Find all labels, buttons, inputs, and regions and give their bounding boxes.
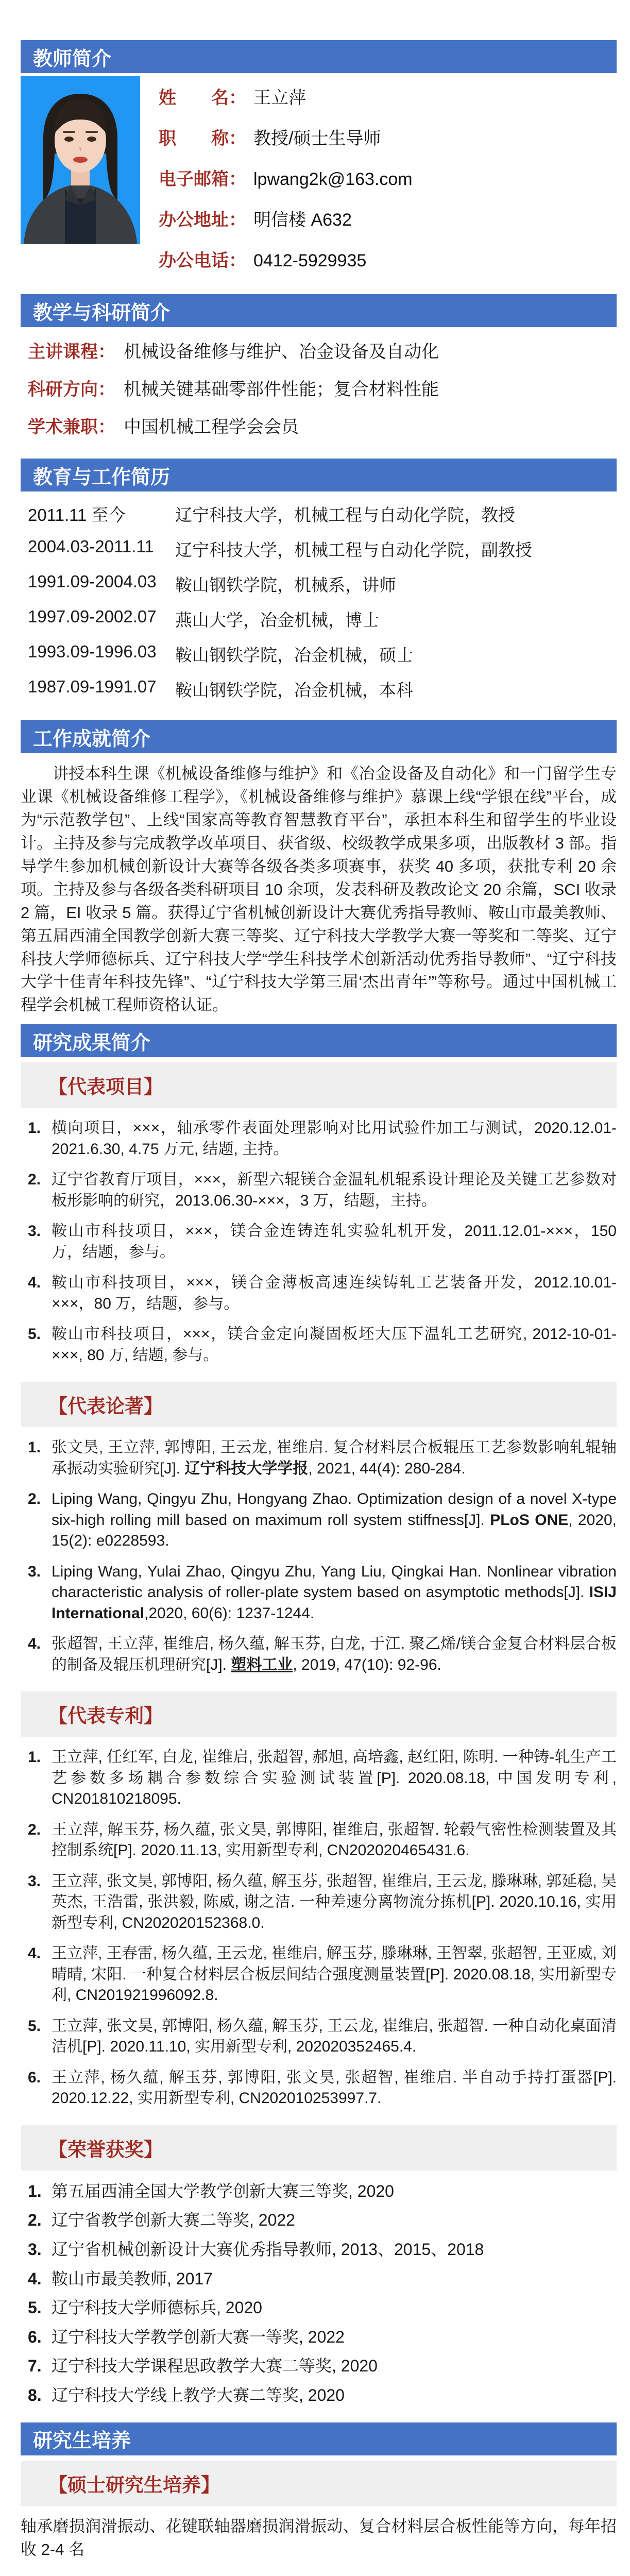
list-item bbox=[28, 1871, 617, 1934]
profile-photo bbox=[21, 76, 140, 244]
item-number: 2. bbox=[28, 1821, 41, 1838]
item-text: 王立萍, 张文昊, 郭博阳, 杨久蕴, 解玉芬, 张超智, 崔维启, 王云龙, 滕琳琳, 郭延稳, 吴英杰, 王浩雷, 张洪毅, 陈威, 谢之洁. 一种差速分离物流分拣机[P]. 2020.10.16, 实用新型专利, CN202020152368.0. bbox=[52, 1872, 617, 1931]
entry-detail: 燕山大学，冶金机械，博士 bbox=[175, 611, 379, 630]
subsection-header-master-training: 【硕士研究生培养】 bbox=[21, 2461, 617, 2506]
education-entry bbox=[28, 502, 617, 526]
honors-list bbox=[21, 2171, 617, 2415]
entry-detail: 鞍山钢铁学院，机械系，讲师 bbox=[175, 575, 396, 595]
teaching-field-row bbox=[28, 375, 617, 400]
field-value: 机械关键基础零部件性能；复合材料性能 bbox=[124, 380, 439, 399]
section-header-education-work: 教育与工作简历 bbox=[21, 459, 617, 492]
item-text: 辽宁科技大学教学创新大赛一等奖, 2022 bbox=[52, 2327, 345, 2346]
list-item bbox=[28, 1489, 617, 1552]
education-entry bbox=[28, 537, 617, 561]
profile-field-row bbox=[159, 165, 413, 190]
field-value: lpwang2k@163.com bbox=[253, 170, 413, 189]
item-number: 4. bbox=[28, 2269, 42, 2288]
list-item bbox=[28, 2327, 617, 2348]
list-item bbox=[28, 2016, 617, 2058]
item-number: 1. bbox=[28, 1439, 41, 1456]
item-number: 3. bbox=[28, 1563, 41, 1580]
subsection-header-patents: 【代表专利】 bbox=[21, 1691, 617, 1737]
item-text: 辽宁省机械创新设计大赛优秀指导教师, 2013、2015、2018 bbox=[52, 2240, 484, 2259]
item-text: Liping Wang, Qingyu Zhu, Hongyang Zhao. Optimization design of a novel X-type six-high rolling mill based on maximum roll system stiffness[J]. PLoS ONE, 2020, 15(2): e0228593. bbox=[52, 1490, 617, 1550]
entry-detail: 辽宁科技大学，机械工程与自动化学院，副教授 bbox=[175, 540, 532, 560]
item-number: 5. bbox=[28, 2017, 41, 2035]
achievements-paragraph: 讲授本科生课《机械设备维修与维护》和《冶金设备及自动化》和一门留学生专业课《机械设备维修工程学》，《机械设备维修与维护》慕课上线“学银在线”平台，成为“示范教学包”、上线“国家高等教育智慧教育平台”，承担本科生和留学生的毕业设计。主持及参与完成教学改革项目、获省级、校级教学成果多项，出版教材 3 部。指导学生参加机械创新设计大赛等各级各类多项赛事，获奖 40 多项，获批专利 20 余项。主持及参与各级各类科研项目 10 余项，发表科研及教改论文 20 余篇，SCI 收录 2 篇，EI 收录 5 篇。获得辽宁省机械创新设计大赛优秀指导教师、鞍山市最美教师、第五届西浦全国教学创新大赛三等奖、辽宁科技大学教学大赛一等奖和二等奖、辽宁科技大学师德标兵、辽宁科技大学“学生科技学术创新活动优秀指导教师”、“辽宁科技大学十佳青年科技先锋”、“辽宁科技大学第三届‘杰出青年’”等称号。通过中国机械工程学会机械工程师资格认证。 bbox=[21, 765, 617, 1014]
list-item bbox=[28, 1437, 617, 1479]
list-item bbox=[28, 1634, 617, 1675]
item-text: 辽宁省教育厅项目，×××，新型六辊镁合金温轧机辊系设计理论及关键工艺参数对板形影响的研究，2013.06.30-×××，3 万，结题，主持。 bbox=[52, 1171, 617, 1209]
field-value: 明信楼 A632 bbox=[253, 210, 352, 230]
field-value: 教授/硕士生导师 bbox=[253, 129, 381, 148]
field-label: 职 称： bbox=[159, 129, 246, 148]
item-text: 辽宁科技大学课程思政教学大赛二等奖, 2020 bbox=[52, 2357, 378, 2376]
entry-period: 2011.11 至今 bbox=[28, 505, 126, 524]
item-number: 4. bbox=[28, 1635, 41, 1653]
item-text: 王立萍, 任红军, 白龙, 崔维启, 张超智, 郝旭, 高培鑫, 赵红阳, 陈明. 一种铸-轧生产工艺参数多场耦合参数综合实验测试装置[P]. 2020.08.18, 中国发明专利, CN201810218095. bbox=[52, 1749, 617, 1808]
page-content bbox=[21, 0, 617, 2576]
item-text: 王立萍, 杨久蕴, 解玉芬, 郭博阳, 张文昊, 张超智, 崔维启. 半自动手持打蛋器[P]. 2020.12.22, 实用新型专利, CN202010253997.7. bbox=[52, 2069, 617, 2107]
field-label: 姓 名： bbox=[159, 88, 246, 108]
item-text: 张文昊, 王立萍, 郭博阳, 王云龙, 崔维启. 复合材料层合板辊压工艺参数影响轧辊轴承振动实验研究[J]. 辽宁科技大学学报, 2021, 44(4): 280-284. bbox=[52, 1439, 617, 1477]
item-number: 4. bbox=[28, 1274, 41, 1292]
subsection-header-honors: 【荣誉获奖】 bbox=[21, 2125, 617, 2171]
item-text: 第五届西浦全国大学教学创新大赛三等奖, 2020 bbox=[52, 2181, 394, 2200]
list-item bbox=[28, 1221, 617, 1263]
item-number: 7. bbox=[28, 2357, 42, 2376]
list-item bbox=[28, 1170, 617, 1211]
item-text: 鞍山市最美教师, 2017 bbox=[52, 2269, 213, 2288]
entry-period: 1991.09-2004.03 bbox=[28, 572, 157, 591]
entry-detail: 鞍山钢铁学院，冶金机械，本科 bbox=[175, 681, 413, 700]
item-number: 1. bbox=[28, 2181, 42, 2200]
field-label: 办公地址： bbox=[159, 210, 246, 230]
entry-detail: 辽宁科技大学，机械工程与自动化学院，教授 bbox=[175, 505, 515, 524]
section-header-teaching-research: 教学与科研简介 bbox=[21, 294, 617, 327]
list-item bbox=[28, 1820, 617, 1861]
portrait-illustration bbox=[21, 76, 140, 244]
field-label: 办公电话： bbox=[159, 251, 246, 270]
teaching-field-row bbox=[28, 337, 617, 363]
profile-field-row bbox=[159, 246, 413, 272]
item-text: 辽宁科技大学线上教学大赛二等奖, 2020 bbox=[52, 2385, 345, 2404]
entry-period: 2004.03-2011.11 bbox=[28, 537, 154, 556]
projects-list bbox=[21, 1108, 617, 1377]
field-value: 王立萍 bbox=[253, 88, 306, 108]
item-number: 2. bbox=[28, 1490, 41, 1508]
item-text: 辽宁科技大学师德标兵, 2020 bbox=[52, 2298, 262, 2317]
patents-list bbox=[21, 1737, 617, 2120]
item-number: 3. bbox=[28, 1872, 41, 1890]
education-entry bbox=[28, 607, 617, 631]
field-label: 科研方向： bbox=[28, 380, 115, 399]
field-value: 中国机械工程学会会员 bbox=[124, 417, 299, 437]
education-entry bbox=[28, 572, 617, 596]
field-label: 电子邮箱： bbox=[159, 170, 246, 189]
item-number: 5. bbox=[28, 1326, 41, 1343]
list-item bbox=[28, 2268, 617, 2290]
publications-list bbox=[21, 1427, 617, 1686]
subsection-header-projects: 【代表项目】 bbox=[21, 1062, 617, 1108]
item-number: 3. bbox=[28, 2240, 42, 2259]
item-text: 鞍山市科技项目，×××，镁合金薄板高速连续铸轧工艺装备开发，2012.10.01-×××，80 万，结题，参与。 bbox=[52, 1274, 617, 1312]
list-item bbox=[28, 1273, 617, 1314]
item-number: 5. bbox=[28, 2298, 42, 2317]
item-text: 张超智, 王立萍, 崔维启, 杨久蕴, 解玉芬, 白龙, 于江. 聚乙烯/镁合金复合材料层合板的制备及辊压机理研究[J]. 塑料工业, 2019, 47(10): 92-96. bbox=[52, 1635, 617, 1673]
item-number: 3. bbox=[28, 1223, 41, 1240]
list-item bbox=[28, 2355, 617, 2377]
item-number: 4. bbox=[28, 1945, 41, 1962]
graduate-training-paragraph: 轴承磨损润滑振动、花键联轴器磨损润滑振动、复合材料层合板性能等方向，每年招收 2-4 名 bbox=[21, 2517, 617, 2558]
list-item bbox=[28, 2067, 617, 2109]
item-number: 2. bbox=[28, 1171, 41, 1189]
entry-period: 1993.09-1996.03 bbox=[28, 642, 157, 661]
item-text: 辽宁省教学创新大赛二等奖, 2022 bbox=[52, 2211, 295, 2230]
list-item bbox=[28, 2297, 617, 2319]
list-item bbox=[28, 1747, 617, 1810]
profile-field-row bbox=[159, 206, 413, 231]
teaching-field-row bbox=[28, 413, 617, 438]
profile-fields bbox=[159, 76, 413, 287]
entry-period: 1987.09-1991.07 bbox=[28, 677, 157, 696]
item-text: 王立萍, 解玉芬, 杨久蕴, 张文昊, 郭博阳, 崔维启, 张超智. 轮毂气密性检测装置及其控制系统[P]. 2020.11.13, 实用新型专利, CN202020465431.6. bbox=[52, 1821, 617, 1859]
entry-period: 1997.09-2002.07 bbox=[28, 607, 157, 626]
list-item bbox=[28, 2385, 617, 2406]
education-entry bbox=[28, 677, 617, 701]
field-value: 0412-5929935 bbox=[253, 251, 367, 270]
item-number: 8. bbox=[28, 2385, 42, 2404]
list-item bbox=[28, 1118, 617, 1160]
profile-field-row bbox=[159, 83, 413, 109]
section-header-achievements: 工作成就简介 bbox=[21, 720, 617, 753]
item-number: 1. bbox=[28, 1120, 41, 1137]
teaching-fields bbox=[21, 327, 617, 451]
item-text: 王立萍, 张文昊, 郭博阳, 杨久蕴, 解玉芬, 王云龙, 崔维启, 张超智. 一种自动化桌面清洁机[P]. 2020.11.10, 实用新型专利, 202020352465.4. bbox=[52, 2017, 617, 2056]
item-text: 横向项目，×××，轴承零件表面处理影响对比用试验件加工与测试，2020.12.01-2021.6.30, 4.75 万元, 结题, 主持。 bbox=[52, 1120, 617, 1158]
list-item bbox=[28, 2239, 617, 2261]
list-item bbox=[28, 1562, 617, 1624]
item-text: Liping Wang, Yulai Zhao, Qingyu Zhu, Yang Liu, Qingkai Han. Nonlinear vibration characteristic analysis of roller-plate system based on asymptotic methods[J]. ISIJ International,2020, 60(6): 1237-1244. bbox=[52, 1563, 617, 1622]
section-header-teacher-profile: 教师简介 bbox=[21, 40, 617, 73]
subsection-header-publications: 【代表论著】 bbox=[21, 1382, 617, 1427]
item-number: 6. bbox=[28, 2327, 42, 2346]
list-item bbox=[28, 1943, 617, 2006]
list-item bbox=[28, 2181, 617, 2202]
field-label: 主讲课程： bbox=[28, 342, 115, 362]
profile-section bbox=[21, 76, 617, 287]
item-number: 6. bbox=[28, 2069, 41, 2086]
item-text: 王立萍, 王春雷, 杨久蕴, 王云龙, 崔维启, 解玉芬, 滕琳琳, 王智翠, 张超智, 王亚威, 刘晴晴, 宋阳. 一种复合材料层合板层间结合强度测量装置[P]. 2020.08.18, 实用新型专利, CN201921996092.8. bbox=[52, 1945, 617, 2004]
education-work-list bbox=[21, 492, 617, 713]
item-text: 鞍山市科技项目，×××，镁合金连铸连轧实验轧机开发，2011.12.01-×××，150 万，结题，参与。 bbox=[52, 1223, 617, 1261]
item-number: 2. bbox=[28, 2211, 42, 2230]
list-item bbox=[28, 1324, 617, 1366]
item-text: 鞍山市科技项目，×××，镁合金定向凝固板坯大压下温轧工艺研究, 2012-10-01-×××, 80 万, 结题, 参与。 bbox=[52, 1326, 617, 1364]
education-entry bbox=[28, 642, 617, 666]
section-header-research-results: 研究成果简介 bbox=[21, 1024, 617, 1057]
list-item bbox=[28, 2210, 617, 2231]
entry-detail: 鞍山钢铁学院，冶金机械，硕士 bbox=[175, 646, 413, 665]
item-number: 1. bbox=[28, 1749, 41, 1766]
profile-field-row bbox=[159, 124, 413, 149]
field-label: 学术兼职： bbox=[28, 417, 115, 437]
section-header-graduate-training: 研究生培养 bbox=[21, 2422, 617, 2455]
bottom-spacer bbox=[21, 2566, 617, 2576]
field-value: 机械设备维修与维护、冶金设备及自动化 bbox=[124, 342, 439, 362]
